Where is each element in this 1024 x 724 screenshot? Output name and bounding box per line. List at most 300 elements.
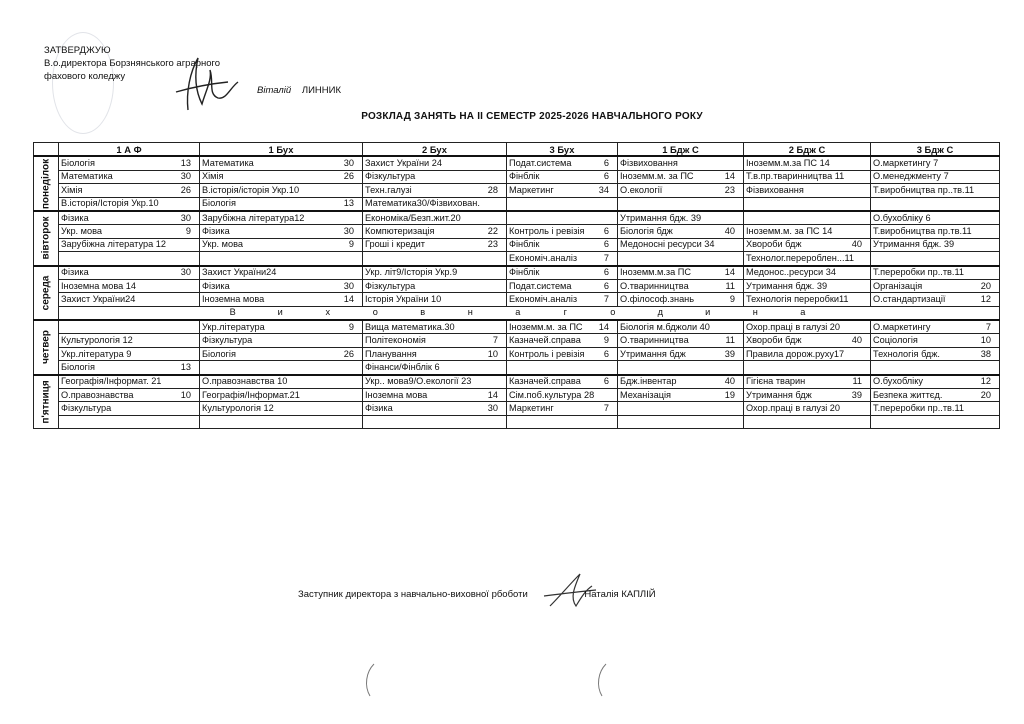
schedule-cell (200, 279, 363, 292)
schedule-cell (59, 415, 200, 428)
subject-name: Географія/Інформат.21 (202, 389, 300, 400)
subject-name: О.тваринництва (620, 280, 689, 291)
day-label: п'ятниця (40, 380, 52, 424)
holiday-letter: а (800, 307, 806, 318)
group-header: 3 Бдж С (871, 143, 1000, 157)
subject-name: Культурологія 12 (61, 335, 133, 346)
room-number: 10 (180, 389, 191, 400)
subject-name: Фінблік (509, 171, 540, 182)
room-number: 7 (603, 252, 609, 263)
schedule-cell (618, 156, 744, 170)
schedule-cell (871, 389, 1000, 402)
schedule-cell (200, 415, 363, 428)
schedule-cell (744, 320, 871, 334)
holiday-letter: и (277, 307, 283, 318)
room-number: 26 (343, 171, 354, 182)
schedule-cell (507, 320, 618, 334)
table-row (34, 279, 1000, 292)
schedule-cell (363, 211, 507, 225)
subject-name: Хімія (61, 184, 83, 195)
table-row (34, 225, 1000, 238)
table-row (34, 184, 1000, 197)
room-number: 14 (724, 267, 735, 278)
schedule-cell (363, 389, 507, 402)
holiday-letter: и (705, 307, 711, 318)
subject-name: Фізвиховання (620, 158, 678, 169)
director-last-name: ЛИННИК (301, 85, 341, 96)
schedule-cell (507, 375, 618, 389)
holiday-letter: н (752, 307, 758, 318)
subject-name: О.правознавства (61, 389, 134, 400)
schedule-cell (200, 225, 363, 238)
subject-name: Хвороби бдж (746, 239, 802, 250)
deputy-position: Заступник директора з навчально-виховної рбоботи (298, 589, 528, 600)
room-number: 22 (487, 226, 498, 237)
subject-name: Технолог.перероблен...11 (746, 252, 855, 263)
approval-position: В.о.директора Борзнянського аграрного (44, 58, 221, 69)
subject-name: Утримання бдж. 39 (620, 212, 702, 223)
schedule-cell (59, 361, 200, 375)
schedule-cell (507, 225, 618, 238)
subject-name: Фізкультура (61, 403, 112, 414)
schedule-cell (507, 415, 618, 428)
holiday-letter: х (325, 307, 331, 318)
schedule-cell (618, 197, 744, 211)
schedule-cell (618, 402, 744, 415)
schedule-cell (363, 375, 507, 389)
table-row (34, 347, 1000, 360)
hole-punch-mark (362, 662, 376, 698)
subject-name: Організація (873, 280, 923, 291)
table-row (34, 389, 1000, 402)
room-number: 9 (348, 239, 354, 250)
room-number: 6 (603, 226, 609, 237)
subject-name: Маркетинг (509, 403, 554, 414)
schedule-cell (59, 266, 200, 280)
subject-name: О.філософ.знань (620, 293, 695, 304)
subject-name: Правила дорож.руху17 (746, 348, 845, 359)
room-number: 30 (343, 226, 354, 237)
subject-name: Охор.праці в галузі 20 (746, 403, 841, 414)
subject-name: Т.в.пр.тваринництва 11 (746, 171, 845, 182)
schedule-cell (871, 402, 1000, 415)
schedule-cell (507, 293, 618, 306)
room-number: 40 (851, 335, 862, 346)
day-label-cell (34, 375, 59, 429)
room-number: 7 (603, 403, 609, 414)
subject-name: Контроль і ревізія (509, 226, 585, 237)
holiday-letter: В (229, 307, 236, 318)
schedule-cell (507, 347, 618, 360)
group-header: 3 Бух (507, 143, 618, 157)
subject-name: Т.виробництва пр.тв.11 (873, 226, 972, 237)
schedule-cell (871, 211, 1000, 225)
table-row (34, 156, 1000, 170)
schedule-cell (200, 334, 363, 347)
room-number: 38 (980, 348, 991, 359)
subject-name: Захист України24 (202, 267, 277, 278)
schedule-cell (59, 211, 200, 225)
schedule-cell (200, 402, 363, 415)
schedule-cell (744, 225, 871, 238)
schedule-cell (363, 252, 507, 266)
group-header: 2 Бух (363, 143, 507, 157)
holiday-letter: д (657, 307, 663, 318)
subject-name: Укр.. мова9/О.екології 23 (365, 376, 472, 387)
schedule-cell (507, 266, 618, 280)
schedule-cell (618, 225, 744, 238)
holiday-cell (59, 306, 1000, 320)
room-number: 9 (185, 226, 191, 237)
room-number: 6 (603, 280, 609, 291)
schedule-cell (744, 170, 871, 183)
deputy-signoff (298, 589, 656, 600)
subject-name: Біологія (202, 348, 236, 359)
schedule-cell (618, 375, 744, 389)
table-row (34, 266, 1000, 280)
table-row (34, 170, 1000, 183)
schedule-cell (507, 238, 618, 251)
table-row (34, 211, 1000, 225)
room-number: 30 (180, 267, 191, 278)
schedule-cell (871, 184, 1000, 197)
room-number: 12 (980, 293, 991, 304)
room-number: 30 (487, 403, 498, 414)
schedule-cell (363, 156, 507, 170)
subject-name: Історія України 10 (365, 293, 442, 304)
table-row (34, 238, 1000, 251)
subject-name: Біологія м.бджоли 40 (620, 321, 710, 332)
day-label: четвер (40, 330, 52, 365)
schedule-cell (618, 279, 744, 292)
subject-name: Гігієна тварин (746, 376, 806, 387)
subject-name: Медонос..ресурси 34 (746, 267, 836, 278)
subject-name: Фізвиховання (746, 184, 804, 195)
schedule-cell (200, 320, 363, 334)
table-row (34, 334, 1000, 347)
subject-name: Іноземм.м. за ПС 14 (746, 226, 833, 237)
table-row (34, 306, 1000, 320)
subject-name: Гроші і кредит (365, 239, 425, 250)
room-number: 39 (724, 348, 735, 359)
subject-name: Фізкультура (202, 335, 253, 346)
table-row (34, 197, 1000, 211)
room-number: 9 (603, 335, 609, 346)
subject-name: Зарубіжна література12 (202, 212, 305, 223)
schedule-cell (618, 389, 744, 402)
schedule-cell (59, 184, 200, 197)
schedule-cell (744, 347, 871, 360)
room-number: 13 (180, 158, 191, 169)
director-first-name: Віталій (257, 85, 292, 96)
subject-name: Укр. мова (61, 226, 102, 237)
subject-name: Утримання бдж. 39 (873, 239, 955, 250)
subject-name: Фізкультура (365, 280, 416, 291)
subject-name: Математика (202, 158, 254, 169)
corner-cell (34, 143, 59, 157)
subject-name: Сім.поб.культура 28 (509, 389, 595, 400)
schedule-cell (871, 252, 1000, 266)
subject-name: Технологія бдж. (873, 348, 940, 359)
subject-name: Іноземм.м.за ПС 14 (746, 158, 830, 169)
subject-name: Фізика (365, 403, 393, 414)
subject-name: Т.переробки пр..тв.11 (873, 403, 965, 414)
room-number: 19 (724, 389, 735, 400)
table-row (34, 375, 1000, 389)
schedule-cell (744, 293, 871, 306)
schedule-cell (507, 170, 618, 183)
schedule-cell (200, 347, 363, 360)
subject-name: Захист України24 (61, 293, 136, 304)
deputy-name: Наталія КАПЛІЙ (584, 589, 656, 600)
room-number: 40 (724, 226, 735, 237)
hole-punch-mark (594, 662, 608, 698)
subject-name: Іноземм.м. за ПС (620, 171, 694, 182)
table-row (34, 402, 1000, 415)
subject-name: Соціологія (873, 335, 918, 346)
room-number: 40 (851, 239, 862, 250)
page-title: РОЗКЛАД ЗАНЯТЬ НА ІІ СЕМЕСТР 2025-2026 НАВЧАЛЬНОГО РОКУ (361, 111, 703, 122)
subject-name: Укр.література (202, 321, 265, 332)
subject-name: Безпека життєд. (873, 389, 943, 400)
schedule-cell (59, 347, 200, 360)
room-number: 7 (603, 293, 609, 304)
subject-name: Іноземна мова 14 (61, 280, 136, 291)
holiday-letter: г (563, 307, 567, 318)
schedule-cell (59, 334, 200, 347)
schedule-cell (507, 184, 618, 197)
subject-name: В.історія/Історія Укр.10 (61, 198, 159, 209)
subject-name: Географія/Інформат. 21 (61, 376, 162, 387)
schedule-cell (363, 225, 507, 238)
subject-name: Фізкультура (365, 171, 416, 182)
subject-name: О.екології (620, 184, 663, 195)
subject-name: Зарубіжна література 12 (61, 239, 166, 250)
holiday-letter: о (610, 307, 616, 318)
schedule-cell (363, 279, 507, 292)
room-number: 6 (603, 171, 609, 182)
subject-name: Фізика (202, 280, 230, 291)
schedule-cell (507, 211, 618, 225)
subject-name: О.стандартизації (873, 293, 946, 304)
schedule-cell (507, 334, 618, 347)
subject-name: Захист України 24 (365, 158, 442, 169)
schedule-cell (59, 170, 200, 183)
director-name (257, 85, 341, 96)
room-number: 10 (980, 335, 991, 346)
subject-name: Охор.праці в галузі 20 (746, 321, 841, 332)
schedule-cell (871, 266, 1000, 280)
schedule-cell (363, 361, 507, 375)
schedule-cell (618, 293, 744, 306)
room-number: 11 (852, 376, 862, 387)
room-number: 14 (724, 171, 735, 182)
approval-institution: фахового коледжу (44, 71, 126, 82)
schedule-cell (618, 184, 744, 197)
schedule-cell (871, 347, 1000, 360)
schedule-cell (618, 320, 744, 334)
day-label-cell (34, 211, 59, 266)
subject-name: О.тваринництва (620, 335, 689, 346)
subject-name: Медоносні ресурси 34 (620, 239, 715, 250)
subject-name: Бдж.інвентар (620, 376, 677, 387)
subject-name: Технологія переробки11 (746, 293, 849, 304)
schedule-cell (59, 293, 200, 306)
schedule-cell (59, 197, 200, 211)
schedule-cell (59, 252, 200, 266)
room-number: 13 (343, 198, 354, 209)
group-header: 2 Бдж С (744, 143, 871, 157)
subject-name: Утримання бдж (620, 348, 686, 359)
schedule-cell (744, 156, 871, 170)
schedule-cell (363, 293, 507, 306)
subject-name: Маркетинг (509, 184, 554, 195)
room-number: 14 (598, 321, 609, 332)
schedule-cell (507, 361, 618, 375)
subject-name: Економіч.аналіз (509, 293, 578, 304)
schedule-cell (744, 279, 871, 292)
subject-name: Іноземна мова (202, 293, 265, 304)
room-number: 23 (487, 239, 498, 250)
subject-name: Укр. мова (202, 239, 243, 250)
approval-heading: ЗАТВЕРДЖУЮ (44, 45, 111, 56)
schedule-cell (871, 293, 1000, 306)
schedule-cell (871, 156, 1000, 170)
schedule-cell (59, 238, 200, 251)
room-number: 9 (729, 293, 735, 304)
schedule-cell (363, 197, 507, 211)
director-signature (168, 52, 248, 114)
schedule-cell (363, 238, 507, 251)
subject-name: Т.переробки пр..тв.11 (873, 267, 965, 278)
schedule-cell (871, 197, 1000, 211)
subject-name: Т.виробництва пр..тв.11 (873, 184, 975, 195)
schedule-cell (507, 156, 618, 170)
subject-name: Подат.система (509, 158, 572, 169)
schedule-cell (200, 197, 363, 211)
schedule-cell (59, 279, 200, 292)
schedule-cell (200, 266, 363, 280)
room-number: 6 (603, 348, 609, 359)
room-number: 6 (603, 267, 609, 278)
holiday-letter: о (372, 307, 378, 318)
room-number: 12 (980, 376, 991, 387)
schedule-cell (200, 252, 363, 266)
subject-name: О.правознавства 10 (202, 376, 288, 387)
schedule-cell (744, 389, 871, 402)
room-number: 26 (343, 348, 354, 359)
subject-name: Фінанси/Фінблік 6 (365, 361, 440, 372)
schedule-cell (363, 320, 507, 334)
schedule-cell (363, 334, 507, 347)
schedule-cell (618, 211, 744, 225)
schedule-cell (618, 252, 744, 266)
room-number: 26 (180, 184, 191, 195)
schedule-cell (618, 238, 744, 251)
schedule-table (33, 142, 1000, 429)
day-label: вівторок (40, 216, 52, 260)
group-header: 1 Бух (200, 143, 363, 157)
schedule-cell (744, 334, 871, 347)
subject-name: Подат.система (509, 280, 572, 291)
schedule-cell (507, 252, 618, 266)
group-header: 1 Бдж С (618, 143, 744, 157)
subject-name: Математика30/Фізвихован. (365, 198, 480, 209)
subject-name: Планування (365, 348, 417, 359)
subject-name: Компютеризація (365, 226, 435, 237)
schedule-cell (618, 266, 744, 280)
schedule-cell (871, 334, 1000, 347)
schedule-cell (507, 279, 618, 292)
schedule-cell (507, 389, 618, 402)
subject-name: Біологія (61, 361, 95, 372)
schedule-cell (200, 375, 363, 389)
schedule-cell (618, 334, 744, 347)
room-number: 6 (603, 376, 609, 387)
schedule-cell (744, 375, 871, 389)
schedule-cell (744, 211, 871, 225)
schedule-cell (200, 293, 363, 306)
room-number: 28 (487, 184, 498, 195)
room-number: 30 (343, 158, 354, 169)
room-number: 7 (985, 321, 991, 332)
schedule-cell (618, 347, 744, 360)
room-number: 39 (851, 389, 862, 400)
schedule-cell (59, 389, 200, 402)
subject-name: В.історія/історія Укр.10 (202, 184, 300, 195)
subject-name: Математика (61, 171, 113, 182)
schedule-cell (871, 320, 1000, 334)
subject-name: Економіка/Безп.жит.20 (365, 212, 461, 223)
schedule-cell (200, 238, 363, 251)
subject-name: Біологія (202, 198, 236, 209)
room-number: 30 (180, 171, 191, 182)
room-number: 34 (598, 184, 609, 195)
room-number: 6 (603, 158, 609, 169)
schedule-cell (59, 375, 200, 389)
schedule-cell (59, 156, 200, 170)
schedule-cell (59, 225, 200, 238)
room-number: 40 (724, 376, 735, 387)
schedule-cell (744, 402, 871, 415)
subject-name: Казначей.справа (509, 376, 581, 387)
day-label-cell (34, 320, 59, 375)
room-number: 7 (492, 335, 498, 346)
room-number: 9 (348, 321, 354, 332)
schedule-cell (200, 170, 363, 183)
subject-name: Іноземна мова (365, 389, 428, 400)
schedule-cell (744, 266, 871, 280)
schedule-cell (871, 170, 1000, 183)
subject-name: Іноземм.м. за ПС (509, 321, 583, 332)
day-label-cell (34, 266, 59, 321)
schedule-cell (200, 211, 363, 225)
subject-name: Утримання бдж. 39 (746, 280, 828, 291)
subject-name: О.маркетингу (873, 321, 931, 332)
schedule-cell (871, 225, 1000, 238)
day-label: понеділок (40, 158, 52, 209)
subject-name: Фізика (61, 267, 89, 278)
room-number: 30 (180, 212, 191, 223)
day-label-cell (34, 156, 59, 211)
schedule-cell (871, 361, 1000, 375)
schedule-cell (200, 184, 363, 197)
subject-name: Біологія (61, 158, 95, 169)
schedule-cell (507, 197, 618, 211)
table-row (34, 361, 1000, 375)
group-header: 1 А Ф (59, 143, 200, 157)
room-number: 10 (487, 348, 498, 359)
